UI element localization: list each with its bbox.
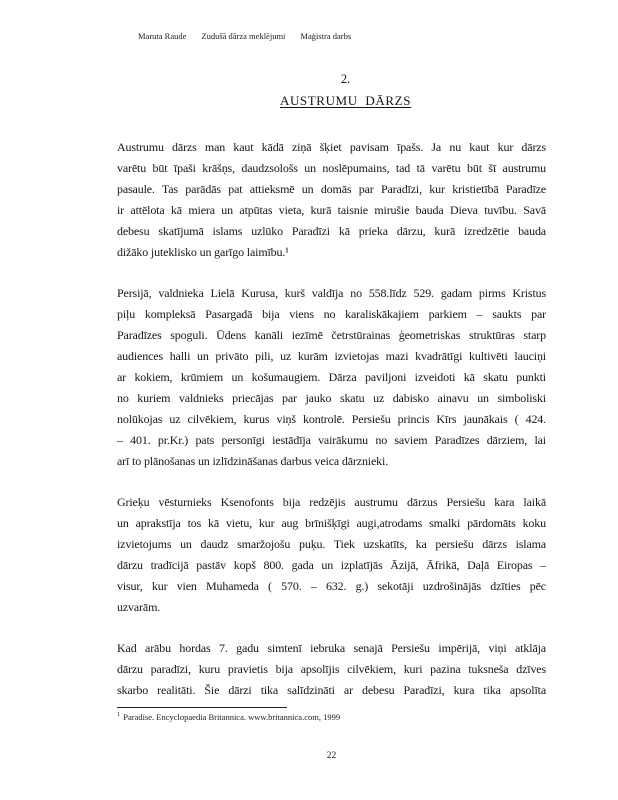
text-line: visur, kur vien Muhameda ( 570. – 632. g.) sekotāji uzdrošinājās dzīties pēc <box>117 579 546 593</box>
text-line: un aprakstīja tos kā vietu, kur aug brīnišķīgi augi,atrodams smalki pārdomāts koku <box>117 516 546 530</box>
body-text <box>117 137 546 721</box>
text-line: Austrumu dārzs man kaut kādā ziņā šķiet pavisam īpašs. Ja nu kaut kur dārzs <box>117 140 546 154</box>
text-line: ir attēlota kā miera un atpūtas vieta, kurā taisnie mirušie bauda Dieva tuvību. Savā <box>117 203 546 217</box>
text-line: izvietojums un daudz smaržojošu puķu. Tiek uzskatīts, ka persiešu dārzs islama <box>117 537 546 551</box>
paragraph <box>117 638 546 701</box>
text-line: no kuriem valdnieks priecājas par jauko skatu uz dabisko ainavu un simboliski <box>117 391 546 405</box>
text-line: Kad arābu hordas 7. gadu simtenī iebruka senajā Persiešu impērijā, viņi atklāja <box>117 641 546 655</box>
footnote <box>117 711 557 722</box>
header-doc-type: Maģistra darbs <box>300 31 352 41</box>
text-line: dārzu paradīzi, kuru pravietis bija apsolījis cilvēkiem, kuri pazina tuksneša dzīves <box>117 662 546 676</box>
text-line: Grieķu vēsturnieks Ksenofonts bija redzējis austrumu dārzus Persiešu kara laikā <box>117 495 546 509</box>
footnote-divider <box>117 707 287 708</box>
chapter-number: 2. <box>340 72 351 86</box>
paragraph <box>117 283 546 472</box>
text-line: arī to plānošanas un izlīdzināšanas darbus veica dārznieki. <box>117 454 389 468</box>
text-line: – 401. pr.Kr.) pats personīgi iestādīja vairākumu no saviem Paradīzes dārziem, lai <box>117 433 546 447</box>
running-header <box>138 31 351 41</box>
footnote-text: Paradise. Encyclopaedia Britannica. www.britannica.com, 1999 <box>123 711 341 722</box>
footnote-marker: 1 <box>117 711 121 718</box>
text-line: nolūkojas uz cilvēkiem, kurus viņš kontrolē. Persiešu princis Kīrs jaunākais ( 424. <box>117 412 546 426</box>
text-line: skarbo realitāti. Šie dārzi tika salīdzināti ar debesu Paradīzi, kura tika apsolīta <box>117 683 546 697</box>
header-author: Maruta Raude <box>138 31 187 41</box>
paragraph <box>117 137 546 263</box>
text-line: debesu skatījumā islams uzlūko Paradīzi kā prieka dārzu, kurā izredzētie bauda <box>117 224 546 238</box>
text-line: varētu būt īpaši krāšņs, daudzsološs un noslēpumains, tad tā varētu būt šī austrumu <box>117 161 546 175</box>
chapter-title: AUSTRUMU DĀRZS <box>279 93 412 108</box>
text-line: Paradīzes spoguli. Ūdens kanāli iezīmē četrstūrainas ģeometriskas struktūras starp <box>117 328 546 342</box>
text-line: audiences halli un privāto pili, uz kurām izvietojas mazi kvadrātīgi kultivēti lauciņi <box>117 349 546 363</box>
paragraph <box>117 492 546 618</box>
header-work-title: Zudušā dārza meklējumi <box>201 31 286 41</box>
page-number: 22 <box>326 751 337 761</box>
text-line: uzvarām. <box>117 600 161 614</box>
text-line: dižāko juteklisko un garīgo laimību.¹ <box>117 245 289 259</box>
text-line: Persijā, valdnieka Lielā Kurusa, kurš valdīja no 558.līdz 529. gadam pirms Kristus <box>117 286 546 300</box>
text-line: dārzu tradīcijā pastāv kopš 800. gada un izplatījās Āzijā, Āfrikā, Daļā Eiropas – <box>117 558 546 572</box>
text-line: piļu kompleksā Pasargadā bija viens no karaliskākajiem parkiem – saukts par <box>117 307 546 321</box>
text-line: pasaule. Tas parādās pat attieksmē un domās par Paradīzi, kur kristietībā Paradīze <box>117 182 546 196</box>
text-line: ar kokiem, krūmiem un košumaugiem. Dārza paviljoni izveidoti kā skatu punkti <box>117 370 546 384</box>
